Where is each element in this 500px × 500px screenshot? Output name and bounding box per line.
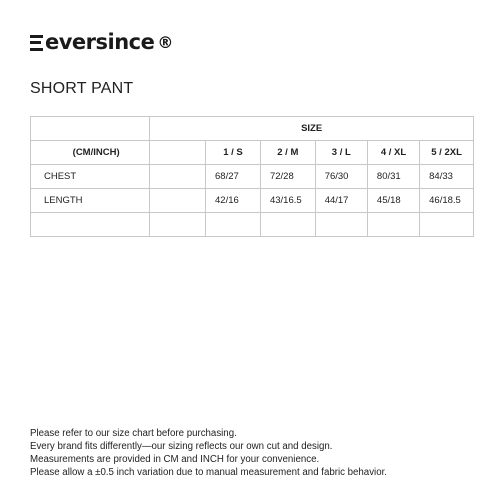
- row-label-length: LENGTH: [31, 189, 150, 213]
- size-chart-table: [30, 116, 474, 237]
- table-cell: 84/33: [420, 165, 474, 189]
- size-labels-row: [31, 141, 474, 165]
- table-corner-cell: [31, 117, 150, 141]
- registered-mark: ®: [157, 32, 174, 52]
- size-label: 4 / XL: [367, 141, 419, 165]
- size-label: 2 / M: [260, 141, 315, 165]
- size-label: 3 / L: [315, 141, 367, 165]
- product-title: SHORT PANT: [30, 80, 134, 97]
- brand-name: eversince: [45, 30, 155, 54]
- table-cell: 80/31: [367, 165, 419, 189]
- logo-e-mark-icon: [30, 35, 43, 51]
- table-cell: 43/16.5: [260, 189, 315, 213]
- note-line: Please refer to our size chart before purchasing.: [30, 428, 237, 439]
- size-label: 1 / S: [206, 141, 261, 165]
- table-cell: 45/18: [367, 189, 419, 213]
- note-line: Measurements are provided in CM and INCH for your convenience.: [30, 454, 320, 465]
- table-cell: 72/28: [260, 165, 315, 189]
- sizing-notes: [30, 427, 387, 479]
- table-cell: 44/17: [315, 189, 367, 213]
- note-line: Every brand fits differently—our sizing reflects our own cut and design.: [30, 441, 333, 452]
- empty-cell: [150, 189, 206, 213]
- table-cell: 76/30: [315, 165, 367, 189]
- table-row: [31, 165, 474, 189]
- size-label: 5 / 2XL: [420, 141, 474, 165]
- row-label-chest: CHEST: [31, 165, 150, 189]
- table-cell: 46/18.5: [420, 189, 474, 213]
- table-row: [31, 189, 474, 213]
- table-cell: 68/27: [206, 165, 261, 189]
- size-header: SIZE: [150, 117, 474, 141]
- empty-table-row: [31, 213, 474, 237]
- size-header-row: [31, 117, 474, 141]
- unit-label: (CM/INCH): [31, 141, 150, 165]
- note-line: Please allow a ±0.5 inch variation due to manual measurement and fabric behavior.: [30, 467, 387, 478]
- brand-logo: [30, 32, 173, 53]
- empty-cell: [150, 141, 206, 165]
- table-cell: 42/16: [206, 189, 261, 213]
- empty-cell: [150, 165, 206, 189]
